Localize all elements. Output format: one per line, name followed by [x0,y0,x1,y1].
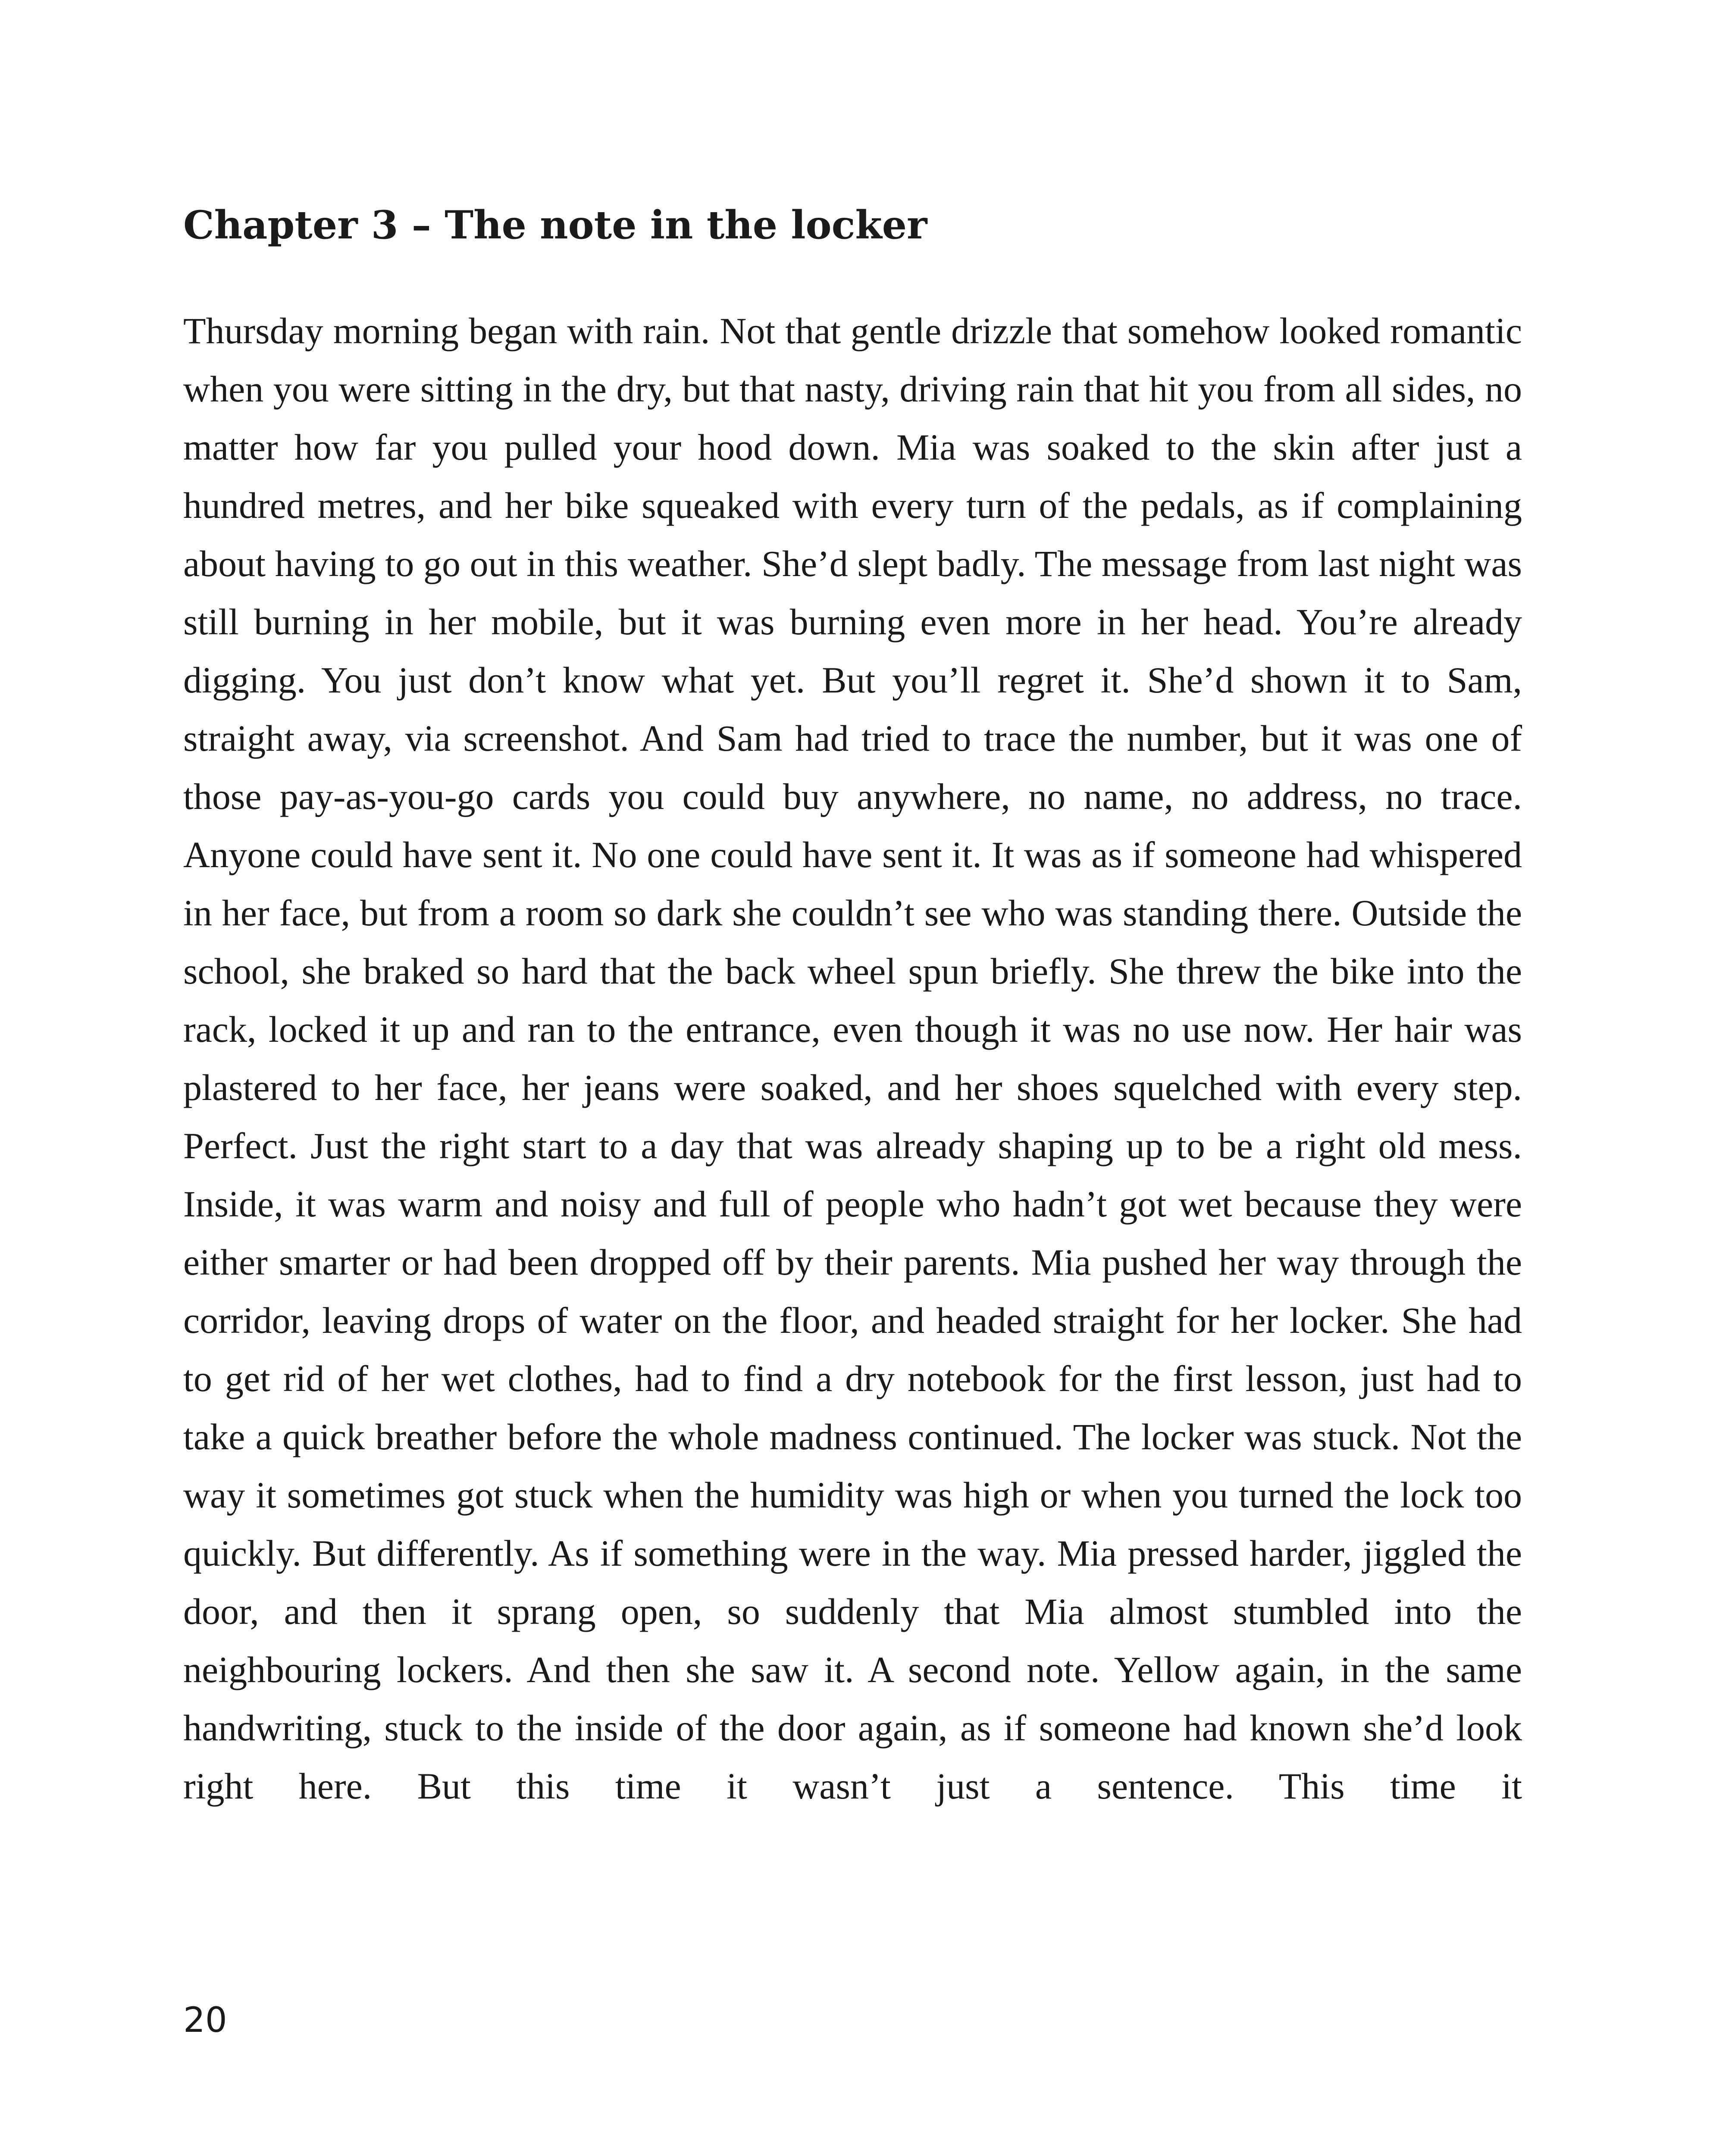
chapter-body-text: Thursday morning began with rain. Not that gentle drizzle that somehow looked romantic when you were sitting in the dry, but that nasty, driving rain that hit you from all sides, no matter how far you pulled your hood down. Mia was soaked to the skin after just a hundred metres, and her bike squeaked with every turn of the pedals, as if complaining about having to go out in this weather. She’d slept badly. The message from last night was still burning in her mobile, but it was burning even more in her head. You’re already digging. You just don’t know what yet. But you’ll regret it. She’d shown it to Sam, straight away, via screenshot. And Sam had tried to trace the number, but it was one of those pay-as-you-go cards you could buy anywhere, no name, no address, no trace. Anyone could have sent it. No one could have sent it. It was as if someone had whispered in her face, but from a room so dark she couldn’t see who was standing there. Outside the school, she braked so hard that the back wheel spun briefly. She threw the bike into the rack, locked it up and ran to the entrance, even though it was no use now. Her hair was plastered to her face, her jeans were soaked, and her shoes squelched with every step. Perfect. Just the right start to a day that was already shaping up to be a right old mess. Inside, it was warm and noisy and full of people who hadn’t got wet because they were either smarter or had been dropped off by their parents. Mia pushed her way through the corridor, leaving drops of water on the floor, and headed straight for her locker. She had to get rid of her wet clothes, had to find a dry notebook for the first lesson, just had to take a quick breather before the whole madness continued. The locker was stuck. Not the way it sometimes got stuck when the humidity was high or when you turned the lock too quickly. But differently. As if something were in the way. Mia pressed harder, jiggled the door, and then it sprang open, so suddenly that Mia almost stumbled into the neighbouring lockers. And then she saw it. A second note. Yellow again, in the same handwriting, stuck to the inside of the door again, as if someone had known she’d look right here. But this time it wasn’t just a sentence. This time it [183,310,1522,1807]
chapter-title: Chapter 3 – The note in the locker [183,202,927,248]
page-number: 20 [183,2000,227,2040]
